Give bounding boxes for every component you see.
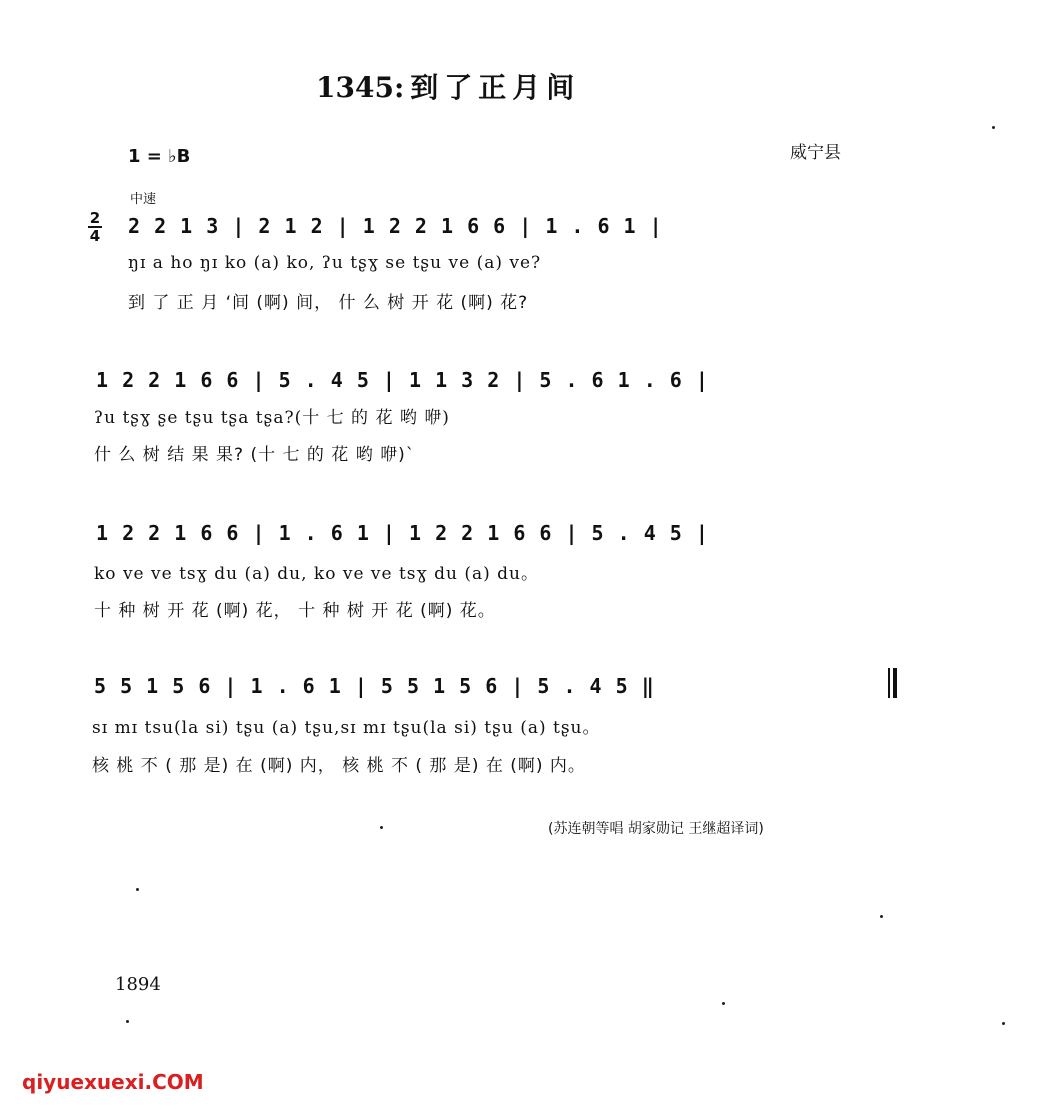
lyric-roman-line-1: ŋɪ a ho ŋɪ ko (a) ko, ʔu tʂɣ se tʂu ve (a) ve?: [128, 253, 542, 273]
scan-speck: [136, 888, 139, 891]
key-signature: 1 = ♭B: [128, 146, 191, 167]
scan-speck: [880, 915, 883, 918]
lyric-roman-line-3: ko ve ve tsɣ du (a) du, ko ve ve tsɣ du (a) du。: [94, 564, 539, 584]
title-separator: :: [393, 71, 411, 104]
time-signature-top: 2: [89, 209, 101, 227]
lyric-chinese-line-3: 十 种 树 开 花 (啊) 花， 十 种 树 开 花 (啊) 花。: [94, 601, 496, 621]
tempo-marking: 中速: [130, 192, 157, 207]
lyric-chinese-line-4: 核 桃 不 ( 那 是) 在 (啊) 内， 核 桃 不 ( 那 是) 在 (啊) 内。: [92, 756, 586, 776]
time-signature: [88, 210, 102, 244]
notation-line-1: 2 2 1 3 | 2 1 2 | 1 2 2 1 6 6 | 1 . 6 1 |: [128, 214, 663, 238]
scan-speck: [1002, 1022, 1005, 1025]
lyric-chinese-line-2: 什 么 树 结 果 果? (十 七 的 花 哟 咿)`: [94, 445, 416, 465]
time-signature-bottom: 4: [89, 227, 101, 245]
lyric-roman-line-4: sɪ mɪ tsu(la si) tʂu (a) tʂu,sɪ mɪ tʂu(la si) tʂu (a) tʂu。: [92, 718, 601, 738]
lyric-chinese-line-1: 到 了 正 月 ‘间 (啊) 间， 什 么 树 开 花 (啊) 花?: [128, 293, 529, 313]
song-number: 1345: [316, 71, 394, 104]
scan-speck: [380, 826, 383, 829]
scan-speck: [992, 126, 995, 129]
song-title: [316, 66, 580, 106]
scan-speck: [722, 1002, 725, 1005]
lyric-roman-line-2: ʔu tʂɣ ʂe tʂu tʂa tʂa?(十 七 的 花 哟 咿): [94, 408, 450, 428]
notation-line-3: 1 2 2 1 6 6 | 1 . 6 1 | 1 2 2 1 6 6 | 5 . 4 5 |: [96, 521, 709, 545]
watermark: qiyuexuexi.COM: [22, 1070, 204, 1094]
scan-speck: [126, 1020, 129, 1023]
notation-line-4: 5 5 1 5 6 | 1 . 6 1 | 5 5 1 5 6 | 5 . 4 5 ‖: [94, 674, 655, 698]
notation-line-2: 1 2 2 1 6 6 | 5 . 4 5 | 1 1 3 2 | 5 . 6 1 . 6 |: [96, 368, 709, 392]
final-barline-thick: [893, 668, 897, 698]
credits: (苏连朝等唱 胡家勋记 王继超译词): [548, 821, 764, 837]
song-name: 到了正月间: [410, 71, 581, 104]
page-number: 1894: [115, 974, 161, 995]
final-barline-thin: [888, 668, 890, 698]
region-label: 威宁县: [790, 143, 841, 163]
